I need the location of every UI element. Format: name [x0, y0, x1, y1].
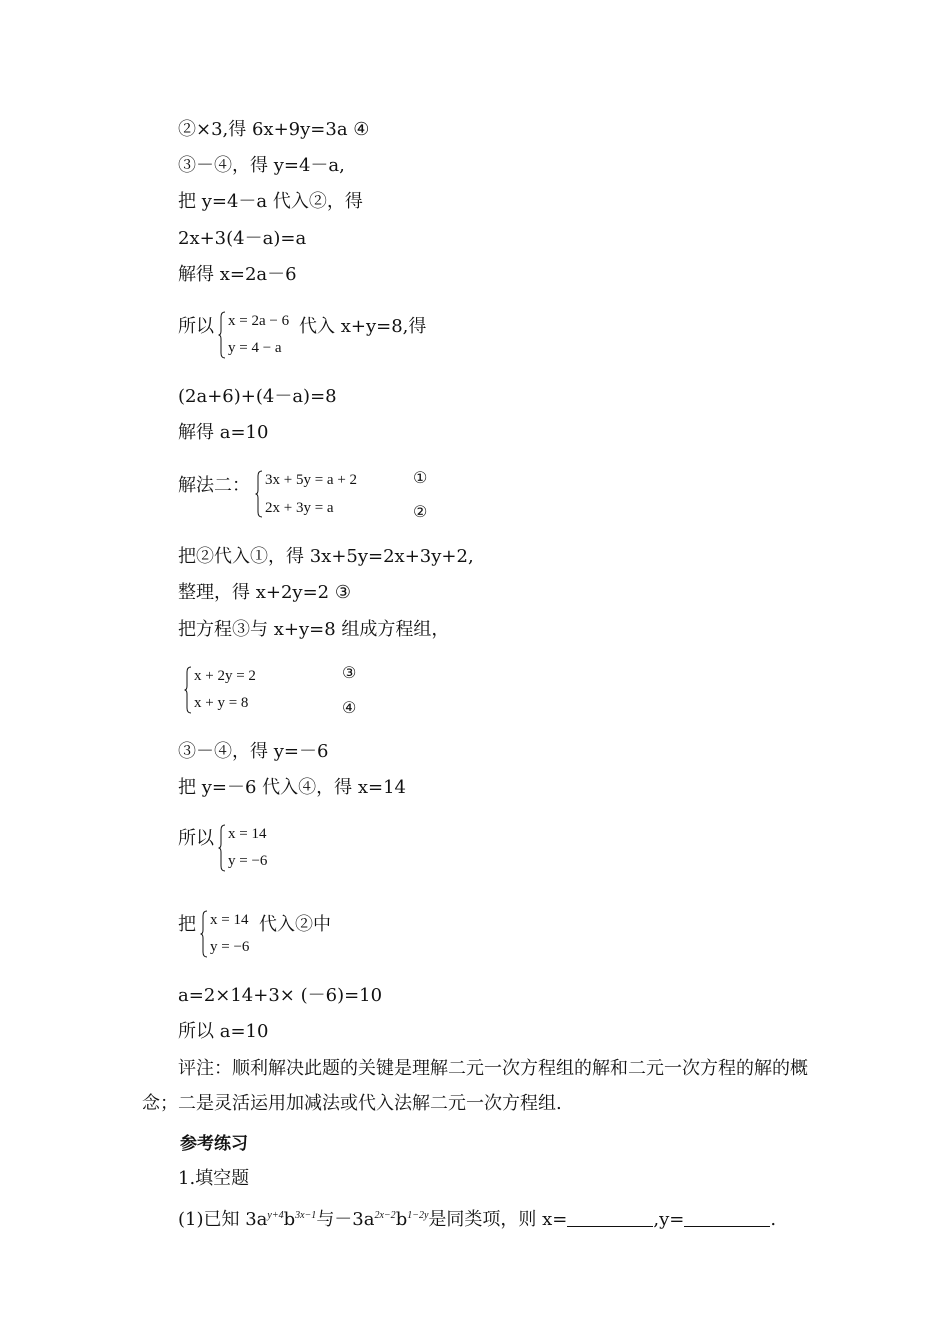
circled-number: ①: [413, 468, 428, 487]
q1-text: b: [283, 1209, 296, 1230]
line: 把: [178, 914, 196, 935]
q1-text: .: [770, 1209, 777, 1230]
section-heading: 参考练习: [180, 1134, 248, 1154]
line: 把方程③与 x+y=8 组成方程组，: [178, 619, 450, 640]
brace-icon: [218, 824, 226, 872]
question-1: [178, 1204, 776, 1232]
equation-system: [200, 910, 260, 958]
equation: y = −6: [228, 853, 268, 869]
line: 把②代入①，得 3x+5y=2x+3y+2,: [178, 546, 474, 567]
brace-icon: [200, 910, 208, 958]
equation: x = 2a − 6: [228, 313, 290, 329]
line: ③－④，得 y=4－a,: [178, 155, 345, 176]
q1-text: ,y=: [653, 1209, 685, 1230]
equation: y = −6: [210, 939, 250, 955]
q1-text: b: [395, 1209, 408, 1230]
line: ②×3,得 6x+9y=3a ④: [178, 119, 370, 140]
q1-exponent: 2x−2: [374, 1210, 396, 1221]
answer-blank-y[interactable]: [684, 1208, 770, 1227]
q1-exponent: 3x−1: [295, 1210, 317, 1221]
brace-icon: [218, 311, 226, 359]
line: 解得 a=10: [178, 422, 269, 443]
line: 把 y=4－a 代入②，得: [178, 191, 363, 212]
equation: x = 14: [228, 826, 267, 842]
brace-icon: [184, 666, 192, 714]
circled-number: ②: [413, 502, 428, 521]
q1-exponent: 1−2y: [407, 1210, 429, 1221]
line: 代入 x+y=8,得: [299, 316, 427, 337]
equation: x = 14: [210, 912, 249, 928]
q1-text: 与－3a: [316, 1209, 375, 1230]
q1-text: 是同类项，则 x=: [428, 1209, 568, 1230]
equation: y = 4 − a: [228, 340, 282, 356]
line: 代入②中: [259, 914, 331, 935]
line: 把 y=－6 代入④，得 x=14: [178, 777, 407, 798]
line: 2x+3(4－a)=a: [178, 228, 307, 249]
equation-system: [184, 666, 304, 714]
brace-icon: [255, 470, 263, 518]
comment-paragraph: 评注：顺利解决此题的关键是理解二元一次方程组的解和二元一次方程的解的概念；二是灵活运用加减法或代入法解二元一次方程组.: [142, 1058, 808, 1114]
line: 所以: [178, 316, 214, 337]
equation: x + 2y = 2: [194, 668, 256, 684]
line: ③－④，得 y=－6: [178, 741, 329, 762]
line: (2a+6)+(4－a)=8: [178, 386, 337, 407]
q1-text: (1)已知 3a: [178, 1209, 268, 1230]
equation-system: [218, 311, 300, 359]
answer-blank-x[interactable]: [567, 1208, 653, 1227]
equation: 2x + 3y = a: [265, 500, 334, 516]
equation-system: [255, 470, 395, 518]
circled-number: ③: [342, 663, 357, 682]
equation: x + y = 8: [194, 695, 249, 711]
line: 解法二：: [178, 475, 250, 496]
line: 所以: [178, 828, 214, 849]
circled-number: ④: [342, 698, 357, 717]
line: 整理，得 x+2y=2 ③: [178, 582, 351, 603]
q1-exponent: y+4: [267, 1210, 284, 1221]
question-title: 1.填空题: [178, 1168, 250, 1189]
line: 所以 a=10: [178, 1021, 269, 1042]
equation-system: [218, 824, 288, 872]
equation: 3x + 5y = a + 2: [265, 472, 358, 488]
line: 解得 x=2a－6: [178, 264, 297, 285]
line: a=2×14+3× (－6)=10: [178, 985, 383, 1006]
